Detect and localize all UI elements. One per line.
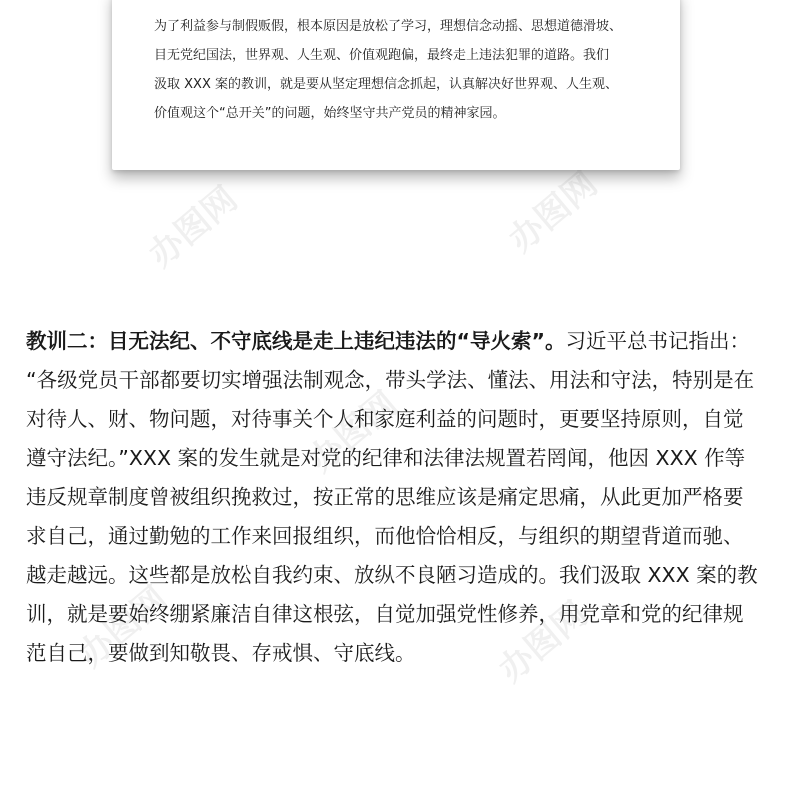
paragraph-line: 训，就是要始终绷紧廉洁自律这根弦，自觉加强党性修养，用党章和党的纪律规: [26, 602, 744, 626]
lesson-heading: 教训二：目无法纪、不守底线是走上违纪违法的“导火索”。: [26, 329, 566, 353]
paragraph-line: 求自己，通过勤勉的工作来回报组织，而他恰恰相反，与组织的期望背道而驰、: [26, 524, 744, 548]
paragraph-line: 对待人、财、物问题，对待事关个人和家庭利益的问题时，更要坚持原则，自觉: [26, 407, 744, 431]
watermark: 办图网: [301, 384, 406, 481]
card-line: 汲取 XXX 案的教训，就是要从坚定理想信念抓起，认真解决好世界观、人生观、: [154, 77, 618, 92]
card-line: 价值观这个“总开关”的问题，始终坚守共产党员的精神家园。: [154, 106, 506, 121]
card-line: 为了利益参与制假贩假，根本原因是放松了学习，理想信念动摇、思想道德滑坡、: [154, 19, 623, 34]
lesson-first-line: [26, 322, 786, 361]
lesson-section: [26, 322, 786, 673]
paragraph-line: 遵守法纪。”XXX 案的发生就是对党的纪律和法律法规置若罔闻，他因 XXX 作等: [26, 446, 746, 470]
quote-card: [112, 0, 680, 170]
watermark: 办图网: [71, 579, 176, 676]
watermark: 办图网: [501, 164, 606, 261]
lesson-intro: 习近平总书记指出：: [565, 329, 750, 353]
card-line: 目无党纪国法，世界观、人生观、价值观跑偏，最终走上违法犯罪的道路。我们: [154, 48, 610, 63]
watermark: 办图网: [491, 594, 596, 691]
paragraph-line: 范自己，要做到知敬畏、存戒惧、守底线。: [26, 641, 416, 665]
paragraph-line: 越走越远。这些都是放松自我约束、放纵不良陋习造成的。我们汲取 XXX 案的教: [26, 563, 758, 587]
watermark: 办图网: [141, 179, 246, 276]
paragraph-line: “各级党员干部都要切实增强法制观念，带头学法、懂法、用法和守法，特别是在: [26, 368, 755, 392]
paragraph-line: 违反规章制度曾被组织挽救过，按正常的思维应该是痛定思痛，从此更加严格要: [26, 485, 744, 509]
card-text: [154, 12, 674, 128]
